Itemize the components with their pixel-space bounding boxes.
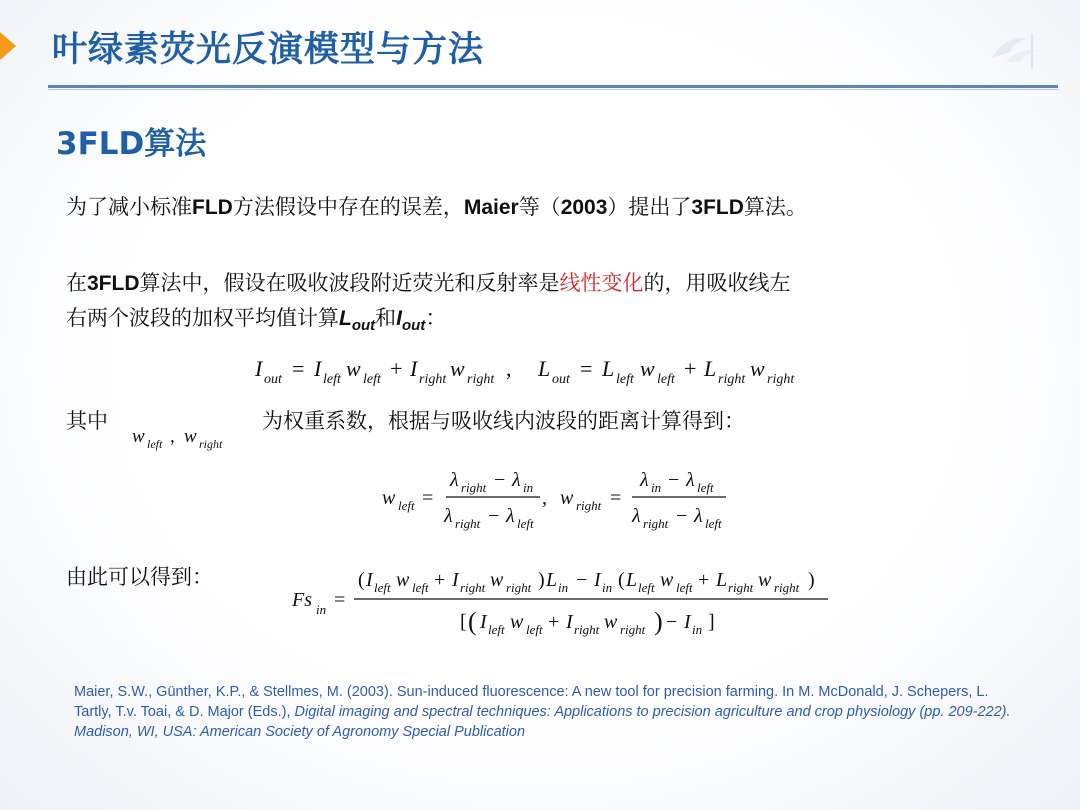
svg-text:L: L (546, 569, 558, 591)
text-segment: 3FLD (87, 272, 140, 295)
text-segment: 等（ (518, 195, 561, 219)
svg-text:L: L (716, 569, 728, 591)
svg-text:λ: λ (686, 469, 695, 491)
svg-text:w: w (346, 356, 361, 381)
assumption-paragraph (66, 266, 791, 343)
svg-text:left: left (398, 498, 415, 513)
svg-text:I: I (255, 356, 263, 381)
svg-text:left: left (147, 437, 163, 451)
section-title: 3FLD算法 (56, 126, 207, 162)
reference-citation (74, 682, 1024, 742)
svg-text:left: left (374, 580, 391, 595)
svg-text:=: = (610, 487, 622, 509)
svg-text:w: w (132, 426, 145, 447)
svg-text:left: left (488, 622, 505, 637)
svg-text:L: L (538, 356, 551, 381)
svg-text:+: + (390, 356, 403, 381)
svg-text:I: I (480, 611, 487, 633)
svg-text:left: left (526, 622, 543, 637)
svg-text:λ: λ (506, 505, 515, 527)
svg-text:left: left (323, 372, 341, 387)
svg-text:I: I (314, 356, 322, 381)
svg-text:I: I (594, 569, 601, 591)
svg-text:w: w (396, 569, 410, 591)
svg-text:=: = (422, 487, 434, 509)
svg-text:right: right (728, 580, 754, 595)
svg-text:left: left (517, 516, 534, 531)
svg-text:right: right (643, 516, 669, 531)
svg-text:right: right (199, 437, 223, 451)
svg-text:L: L (626, 569, 638, 591)
svg-text:right: right (461, 480, 487, 495)
weight-paragraph-suffix: 为权重系数，根据与吸收线内波段的距离计算得到： (262, 409, 745, 433)
formula-weights (378, 462, 738, 536)
svg-text:in: in (523, 480, 534, 495)
svg-text:(: ( (618, 569, 625, 591)
text-segment: ）提出了 (607, 195, 692, 219)
formula-weight-symbols (128, 420, 248, 456)
svg-text:right: right (467, 372, 495, 387)
text-segment: Maier (463, 196, 519, 219)
svg-text:left: left (697, 480, 714, 495)
svg-text:λ: λ (640, 469, 649, 491)
svg-text:right: right (574, 622, 600, 637)
intro-paragraph (66, 190, 807, 225)
formula-out-weighted-average (250, 352, 820, 392)
svg-text:,: , (170, 426, 175, 447)
svg-text:L: L (704, 356, 717, 381)
svg-text:w: w (758, 569, 772, 591)
svg-text:[: [ (460, 611, 467, 633)
text-segment: 算法中，假设在吸收波段附近荧光和反射率是 (139, 271, 560, 295)
svg-text:w: w (490, 569, 504, 591)
text-segment: 在 (66, 271, 87, 295)
svg-text:I: I (684, 611, 691, 633)
symbol-I-out: $I_{out}$ (396, 307, 426, 335)
svg-text:−: − (488, 505, 500, 527)
svg-text:λ: λ (450, 469, 459, 491)
svg-text:w: w (382, 487, 396, 509)
svg-text:left: left (363, 372, 381, 387)
svg-text:=: = (580, 356, 593, 381)
svg-text:−: − (668, 469, 680, 491)
svg-text:left: left (412, 580, 429, 595)
svg-text:in: in (558, 580, 569, 595)
svg-text:in: in (651, 480, 662, 495)
svg-text:right: right (576, 498, 602, 513)
text-segment: 2003 (560, 196, 608, 219)
svg-text:I: I (366, 569, 373, 591)
citation-authors: Maier, S.W., Günther, K.P., & Stellmes, M. (2003). Sun-induced fluorescence: A new tool for precision farming. In M. McDonald, J. Schepers, L. Tartly, T.v. Toai, & D. Major (Eds.), (74, 684, 989, 720)
svg-text:right: right (419, 372, 447, 387)
svg-text:(: ( (468, 607, 477, 636)
highlight-text: 线性变化 (559, 271, 644, 295)
result-paragraph: 由此可以得到： (66, 565, 213, 589)
svg-text:in: in (692, 622, 703, 637)
svg-text:+: + (684, 356, 697, 381)
svg-text:right: right (774, 580, 800, 595)
svg-text:right: right (620, 622, 646, 637)
svg-text:−: − (494, 469, 506, 491)
svg-text:w: w (750, 356, 765, 381)
svg-text:I: I (452, 569, 459, 591)
svg-text:right: right (718, 372, 746, 387)
text-segment: FLD (192, 196, 233, 219)
svg-text:w: w (510, 611, 524, 633)
title-accent-arrow-icon (0, 32, 16, 60)
text-segment: ： (425, 306, 447, 330)
text-segment: 右两个波段的加权平均值计算 (66, 306, 339, 330)
svg-text:): ) (538, 569, 545, 591)
text-segment: 和 (375, 306, 397, 330)
svg-text:,: , (542, 487, 547, 509)
text-segment: 的，用吸收线左 (643, 271, 791, 295)
svg-text:left: left (705, 516, 722, 531)
svg-text:λ: λ (694, 505, 703, 527)
svg-text:I: I (410, 356, 418, 381)
text-segment: 方法假设中存在的误差， (232, 195, 464, 219)
svg-text:+: + (434, 569, 446, 591)
svg-text:(: ( (358, 569, 365, 591)
svg-text:): ) (654, 607, 663, 636)
svg-text:right: right (767, 372, 795, 387)
svg-text:w: w (184, 426, 197, 447)
svg-text:in: in (316, 602, 327, 617)
svg-text:): ) (808, 569, 815, 591)
weight-paragraph-prefix: 其中 (66, 409, 108, 433)
svg-text:right: right (455, 516, 481, 531)
svg-text:w: w (450, 356, 465, 381)
text-segment: 算法。 (743, 195, 807, 219)
svg-text:out: out (552, 372, 570, 387)
citation-book-title: Digital imaging and spectral techniques: Applications to precision agriculture and crop physiology (pp. 209-222). Madison, WI, USA: American Society of Agronomy Special Publication (74, 704, 1011, 740)
svg-text:left: left (657, 372, 675, 387)
svg-text:]: ] (708, 611, 715, 633)
svg-text:w: w (660, 569, 674, 591)
symbol-L-out: $L_{out}$ (339, 307, 376, 335)
svg-text:−: − (666, 611, 678, 633)
svg-text:w: w (560, 487, 574, 509)
svg-text:=: = (334, 589, 346, 611)
page-title: 叶绿素荧光反演模型与方法 (52, 30, 485, 70)
text-segment: 为了减小标准 (66, 195, 192, 219)
svg-text:L: L (602, 356, 615, 381)
svg-text:+: + (698, 569, 710, 591)
title-divider-thin (48, 89, 1058, 90)
logo-watermark-icon (984, 28, 1044, 72)
svg-text:left: left (676, 580, 693, 595)
svg-text:in: in (602, 580, 613, 595)
svg-text:−: − (676, 505, 688, 527)
svg-text:out: out (264, 372, 282, 387)
svg-text:λ: λ (444, 505, 453, 527)
svg-text:left: left (616, 372, 634, 387)
svg-text:right: right (506, 580, 532, 595)
svg-text:I: I (566, 611, 573, 633)
svg-text:λ: λ (632, 505, 641, 527)
svg-text:,: , (506, 356, 512, 381)
title-divider (48, 85, 1058, 88)
svg-text:left: left (638, 580, 655, 595)
svg-text:+: + (548, 611, 560, 633)
svg-text:w: w (604, 611, 618, 633)
svg-text:−: − (576, 569, 588, 591)
formula-fluorescence (288, 562, 848, 644)
svg-text:w: w (640, 356, 655, 381)
svg-text:=: = (292, 356, 305, 381)
svg-text:Fs: Fs (292, 589, 312, 611)
svg-text:λ: λ (512, 469, 521, 491)
svg-text:right: right (460, 580, 486, 595)
text-segment: 3FLD (691, 196, 744, 219)
